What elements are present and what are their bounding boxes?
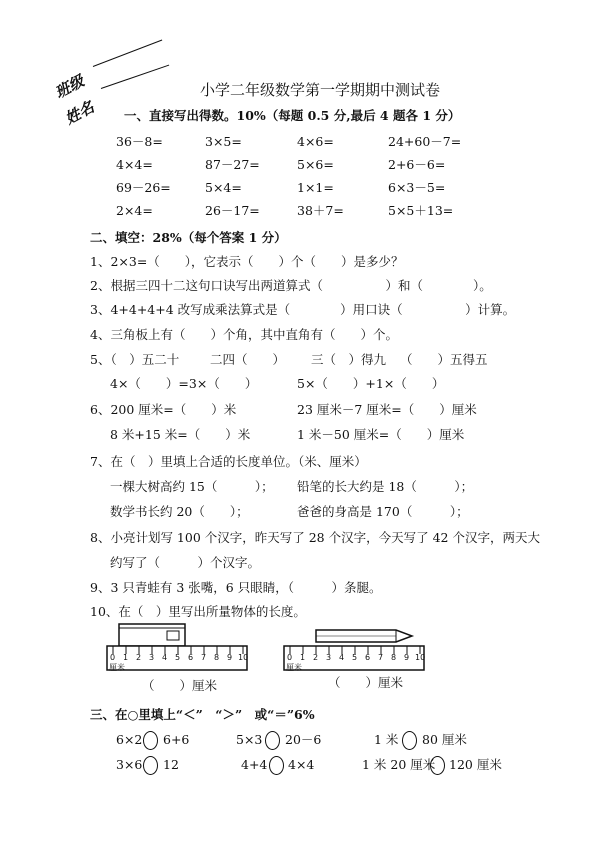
q1: 1、2×3=（ ），它表示（ ）个（ ）是多少？ (90, 254, 404, 269)
section2-heading: 二、填空：28%（每个答案 1 分） (90, 230, 287, 245)
s1-r1c3: 4×6= (297, 134, 334, 149)
cmp-r1-2-right: 20－6 (285, 732, 322, 747)
compare-circle-r1-3[interactable] (402, 731, 417, 750)
q4: 4、三角板上有（ ）个角，其中直角有（ ）个。 (90, 327, 398, 342)
q7: 7、在（ ）里填上合适的长度单位。（米、厘米） (90, 454, 367, 469)
s1-r2c4: 2+6－6= (388, 157, 446, 172)
r1-t0: 0 (110, 653, 116, 662)
r2-t3: 3 (326, 653, 332, 662)
compare-circle-r1-2[interactable] (265, 731, 280, 750)
s1-r3c3: 1×1= (297, 180, 334, 195)
name-label: 姓名 (62, 97, 97, 128)
ruler1-unit: 厘米 (109, 663, 125, 672)
q5-a3: 三（ ）得九 (311, 352, 387, 367)
r1-t10: 10 (238, 653, 249, 662)
r1-t1: 1 (123, 653, 129, 662)
q7-b1: 数学书长约 20（ ）； (110, 504, 249, 519)
r2-t4: 4 (339, 653, 345, 662)
q3: 3、4+4+4+4 改写成乘法算式是（ ）用口诀（ ）计算。 (90, 302, 516, 317)
r2-t5: 5 (352, 653, 358, 662)
q5-b1: 4×（ ）=3×（ ） (110, 376, 258, 391)
s1-r1c2: 3×5= (205, 134, 242, 149)
q6-a1: 6、200 厘米=（ ）米 (90, 402, 237, 417)
q6-a2: 23 厘米－7 厘米=（ ）厘米 (297, 402, 477, 417)
page-title: 小学二年级数学第一学期期中测试卷 (200, 81, 441, 99)
q7-a1: 一棵大树高约 15（ ）； (110, 479, 274, 494)
cmp-r2-1-right: 12 (163, 757, 179, 772)
s1-r2c3: 5×6= (297, 157, 334, 172)
cmp-r2-1-left: 3×6 (116, 757, 143, 772)
s1-r3c2: 5×4= (205, 180, 242, 195)
s1-r4c1: 2×4= (116, 203, 153, 218)
q5-a4: （ ）五得五 (400, 352, 488, 367)
class-label: 班级 (52, 71, 87, 102)
q8-line2: 约写了（ ）个汉字。 (110, 555, 261, 570)
r1-t3: 3 (149, 653, 155, 662)
s1-r2c2: 87－27= (205, 157, 260, 172)
q7-b2: 爸爸的身高是 170（ ）； (297, 504, 469, 519)
cmp-r1-3-left: 1 米 (374, 732, 399, 747)
compare-circle-r2-1[interactable] (143, 756, 158, 775)
cmp-r2-3-left: 1 米 20 厘米 (362, 757, 436, 772)
q5-a1: 5、（ ）五二十 (90, 352, 180, 367)
s1-r1c4: 24+60－7= (388, 134, 462, 149)
answer-1: （ ）厘米 (142, 678, 218, 693)
q8-line1: 8、小亮计划写 100 个汉字，昨天写了 28 个汉字，今天写了 42 个汉字，两天大 (90, 530, 540, 545)
r1-t6: 6 (188, 653, 194, 662)
s1-r4c4: 5×5＋13= (388, 203, 454, 218)
q5-b2: 5×（ ）+1×（ ） (297, 376, 445, 391)
r2-t6: 6 (365, 653, 371, 662)
cmp-r1-1-right: 6+6 (163, 732, 190, 747)
section1-heading: 一、直接写出得数。10%（每题 0.5 分,最后 4 题各 1 分） (124, 108, 461, 123)
r2-t7: 7 (378, 653, 384, 662)
s1-r4c2: 26－17= (205, 203, 260, 218)
r2-t0: 0 (287, 653, 293, 662)
s1-r1c1: 36－8= (116, 134, 163, 149)
q6-b2: 1 米－50 厘米=（ ）厘米 (297, 427, 465, 442)
answer-2: （ ）厘米 (328, 675, 404, 690)
class-underline (93, 40, 162, 67)
section3-heading: 三、在○里填上“＜” “＞” 或“＝”6% (90, 707, 315, 722)
q2: 2、根据三四十二这句口诀写出两道算式（ ）和（ ）。 (90, 278, 492, 293)
cmp-r1-1-left: 6×2 (116, 732, 143, 747)
name-underline (101, 65, 169, 89)
s1-r3c4: 6×3－5= (388, 180, 446, 195)
r2-t1: 1 (300, 653, 306, 662)
r1-t2: 2 (136, 653, 142, 662)
cmp-r1-3-right: 80 厘米 (422, 732, 467, 747)
cmp-r2-3-right: 120 厘米 (449, 757, 502, 772)
r1-t9: 9 (227, 653, 233, 662)
r1-t4: 4 (162, 653, 168, 662)
q5-a2: 二四（ ） (210, 352, 286, 367)
r1-t7: 7 (201, 653, 207, 662)
ruler-figure-eraser (105, 622, 250, 672)
compare-circle-r1-1[interactable] (143, 731, 158, 750)
s1-r2c1: 4×4= (116, 157, 153, 172)
r2-t8: 8 (391, 653, 397, 662)
compare-circle-r2-3[interactable] (430, 756, 445, 775)
s1-r3c1: 69－26= (116, 180, 171, 195)
r2-t10: 10 (415, 653, 426, 662)
q7-a2: 铅笔的长大约是 18（ ）； (297, 479, 474, 494)
ruler-figure-pencil (282, 622, 427, 672)
q6-b1: 8 米+15 米=（ ）米 (110, 427, 251, 442)
q9: 9、3 只青蛙有 3 张嘴，6 只眼睛，（ ）条腿。 (90, 580, 382, 595)
cmp-r2-2-left: 4+4 (241, 757, 268, 772)
compare-circle-r2-2[interactable] (269, 756, 284, 775)
r2-t9: 9 (404, 653, 410, 662)
r1-t5: 5 (175, 653, 181, 662)
ruler2-unit: 厘米 (286, 663, 302, 672)
s1-r4c3: 38＋7= (297, 203, 344, 218)
cmp-r2-2-right: 4×4 (288, 757, 315, 772)
r1-t8: 8 (214, 653, 220, 662)
q10: 10、在（ ）里写出所量物体的长度。 (90, 604, 306, 619)
r2-t2: 2 (313, 653, 319, 662)
cmp-r1-2-left: 5×3 (236, 732, 263, 747)
